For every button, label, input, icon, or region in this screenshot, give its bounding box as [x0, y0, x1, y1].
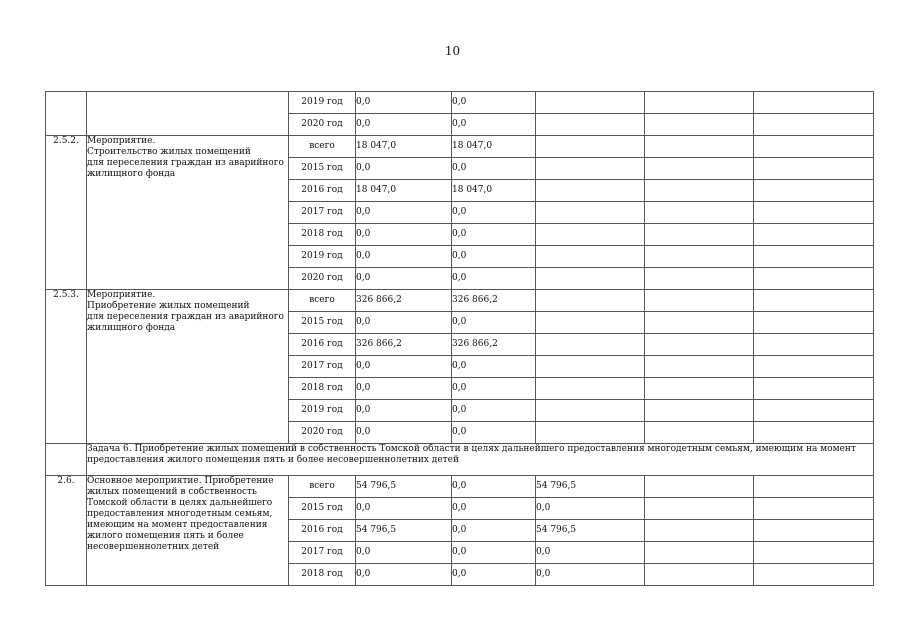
empty-cell	[645, 476, 754, 498]
federal-value-cell	[536, 92, 645, 114]
total-value-cell: 0,0	[356, 202, 452, 224]
federal-value-cell	[536, 224, 645, 246]
year-cell: 2018 год	[289, 564, 356, 586]
empty-cell	[754, 92, 874, 114]
empty-cell	[645, 334, 754, 356]
total-value-cell: 54 796,5	[356, 520, 452, 542]
total-value-cell: 0,0	[356, 422, 452, 444]
total-value-cell: 0,0	[356, 114, 452, 136]
empty-cell	[754, 542, 874, 564]
empty-cell	[645, 92, 754, 114]
task-title: Задача 6. Приобретение жилых помещений в собственность Томской области в целях дальнейшего предоставления многодетным семьям, имеющим на момент предоставления жилого помещения пять и более несовершеннолетних детей	[87, 444, 874, 476]
total-value-cell: 54 796,5	[356, 476, 452, 498]
year-cell: 2017 год	[289, 542, 356, 564]
regional-value-cell: 326 866,2	[452, 290, 536, 312]
federal-value-cell: 0,0	[536, 564, 645, 586]
empty-cell	[645, 356, 754, 378]
empty-cell	[645, 158, 754, 180]
item-number: 2.5.2.	[46, 136, 87, 290]
regional-value-cell: 0,0	[452, 498, 536, 520]
empty-cell	[754, 476, 874, 498]
empty-cell	[754, 290, 874, 312]
regional-value-cell: 0,0	[452, 92, 536, 114]
page-number: 10	[444, 44, 461, 58]
item-name-line: жилищного фонда	[87, 169, 176, 179]
regional-value-cell: 0,0	[452, 114, 536, 136]
task-number-cell	[46, 444, 87, 476]
item-name-line: для переселения граждан из аварийного	[87, 312, 284, 322]
total-value-cell: 0,0	[356, 542, 452, 564]
year-cell: 2019 год	[289, 400, 356, 422]
federal-value-cell	[536, 268, 645, 290]
empty-cell	[754, 564, 874, 586]
item-number: 2.6.	[46, 476, 87, 586]
year-cell: всего	[289, 290, 356, 312]
year-cell: 2015 год	[289, 158, 356, 180]
empty-cell	[754, 400, 874, 422]
year-cell: 2016 год	[289, 180, 356, 202]
regional-value-cell: 0,0	[452, 520, 536, 542]
empty-cell	[754, 378, 874, 400]
total-value-cell: 0,0	[356, 564, 452, 586]
item-name-line: жилых помещений в собственность	[87, 487, 257, 497]
federal-value-cell: 0,0	[536, 498, 645, 520]
regional-value-cell: 0,0	[452, 542, 536, 564]
total-value-cell: 0,0	[356, 92, 452, 114]
year-cell: 2017 год	[289, 202, 356, 224]
total-value-cell: 0,0	[356, 312, 452, 334]
empty-cell	[645, 290, 754, 312]
empty-cell	[645, 312, 754, 334]
federal-value-cell	[536, 136, 645, 158]
table-row	[46, 136, 874, 158]
federal-value-cell	[536, 202, 645, 224]
regional-value-cell: 18 047,0	[452, 180, 536, 202]
regional-value-cell: 0,0	[452, 158, 536, 180]
federal-value-cell	[536, 378, 645, 400]
total-value-cell: 0,0	[356, 378, 452, 400]
federal-value-cell: 54 796,5	[536, 476, 645, 498]
year-cell: 2018 год	[289, 224, 356, 246]
table-row	[46, 290, 874, 312]
item-name-line: Основное мероприятие. Приобретение	[87, 476, 274, 486]
federal-value-cell	[536, 334, 645, 356]
item-number: 2.5.3.	[46, 290, 87, 444]
total-value-cell: 326 866,2	[356, 290, 452, 312]
total-value-cell: 0,0	[356, 498, 452, 520]
year-cell: 2018 год	[289, 378, 356, 400]
total-value-cell: 0,0	[356, 158, 452, 180]
regional-value-cell: 0,0	[452, 476, 536, 498]
regional-value-cell: 0,0	[452, 400, 536, 422]
empty-cell	[754, 180, 874, 202]
empty-cell	[754, 136, 874, 158]
regional-value-cell: 0,0	[452, 312, 536, 334]
year-cell: 2015 год	[289, 312, 356, 334]
empty-cell	[645, 114, 754, 136]
year-cell: 2016 год	[289, 520, 356, 542]
year-cell: 2019 год	[289, 92, 356, 114]
federal-value-cell	[536, 400, 645, 422]
item-name-line: предоставления многодетным семьям,	[87, 509, 273, 519]
empty-cell	[645, 498, 754, 520]
empty-cell	[754, 114, 874, 136]
empty-cell	[645, 520, 754, 542]
year-cell: 2017 год	[289, 356, 356, 378]
federal-value-cell	[536, 246, 645, 268]
total-value-cell: 0,0	[356, 246, 452, 268]
total-value-cell: 0,0	[356, 224, 452, 246]
total-value-cell: 0,0	[356, 356, 452, 378]
empty-cell	[754, 224, 874, 246]
total-value-cell: 0,0	[356, 400, 452, 422]
item-name-line: для переселения граждан из аварийного	[87, 158, 284, 168]
item-name-line: жилищного фонда	[87, 323, 176, 333]
empty-cell	[645, 422, 754, 444]
empty-cell	[645, 136, 754, 158]
year-cell: 2020 год	[289, 268, 356, 290]
empty-cell	[645, 180, 754, 202]
total-value-cell: 18 047,0	[356, 180, 452, 202]
year-cell: 2016 год	[289, 334, 356, 356]
regional-value-cell: 0,0	[452, 224, 536, 246]
total-value-cell: 0,0	[356, 268, 452, 290]
empty-cell	[754, 158, 874, 180]
item-name-line: жилого помещения пять и более	[87, 531, 244, 541]
federal-value-cell	[536, 356, 645, 378]
empty-cell	[754, 312, 874, 334]
item-name	[87, 136, 289, 290]
task-row	[46, 444, 874, 476]
empty-cell	[754, 246, 874, 268]
federal-value-cell	[536, 158, 645, 180]
item-name-line: Строительство жилых помещений	[87, 147, 251, 157]
total-value-cell: 326 866,2	[356, 334, 452, 356]
empty-cell	[645, 542, 754, 564]
year-cell: всего	[289, 136, 356, 158]
federal-value-cell	[536, 114, 645, 136]
empty-cell	[645, 268, 754, 290]
regional-value-cell: 0,0	[452, 564, 536, 586]
empty-cell	[645, 246, 754, 268]
empty-cell	[645, 378, 754, 400]
federal-value-cell	[536, 422, 645, 444]
empty-cell	[754, 422, 874, 444]
federal-value-cell	[536, 290, 645, 312]
item-number	[46, 92, 87, 136]
federal-value-cell: 0,0	[536, 542, 645, 564]
item-name-line: Мероприятие.	[87, 136, 156, 146]
item-name	[87, 92, 289, 136]
table-row	[46, 92, 874, 114]
regional-value-cell: 0,0	[452, 422, 536, 444]
regional-value-cell: 0,0	[452, 246, 536, 268]
total-value-cell: 18 047,0	[356, 136, 452, 158]
empty-cell	[645, 224, 754, 246]
regional-value-cell: 0,0	[452, 202, 536, 224]
year-cell: 2019 год	[289, 246, 356, 268]
empty-cell	[645, 564, 754, 586]
year-cell: всего	[289, 476, 356, 498]
empty-cell	[754, 268, 874, 290]
year-cell: 2020 год	[289, 114, 356, 136]
item-name-line: Мероприятие.	[87, 290, 156, 300]
empty-cell	[754, 202, 874, 224]
regional-value-cell: 18 047,0	[452, 136, 536, 158]
table-row	[46, 476, 874, 498]
empty-cell	[754, 520, 874, 542]
regional-value-cell: 326 866,2	[452, 334, 536, 356]
empty-cell	[754, 334, 874, 356]
budget-table	[45, 91, 874, 586]
item-name-line: имеющим на момент предоставления	[87, 520, 268, 530]
item-name	[87, 476, 289, 586]
item-name	[87, 290, 289, 444]
federal-value-cell	[536, 312, 645, 334]
federal-value-cell: 54 796,5	[536, 520, 645, 542]
year-cell: 2020 год	[289, 422, 356, 444]
empty-cell	[645, 202, 754, 224]
empty-cell	[754, 498, 874, 520]
year-cell: 2015 год	[289, 498, 356, 520]
item-name-line: Приобретение жилых помещений	[87, 301, 250, 311]
regional-value-cell: 0,0	[452, 268, 536, 290]
item-name-line: несовершеннолетних детей	[87, 542, 220, 552]
regional-value-cell: 0,0	[452, 378, 536, 400]
empty-cell	[754, 356, 874, 378]
federal-value-cell	[536, 180, 645, 202]
empty-cell	[645, 400, 754, 422]
regional-value-cell: 0,0	[452, 356, 536, 378]
item-name-line: Томской области в целях дальнейшего	[87, 498, 273, 508]
